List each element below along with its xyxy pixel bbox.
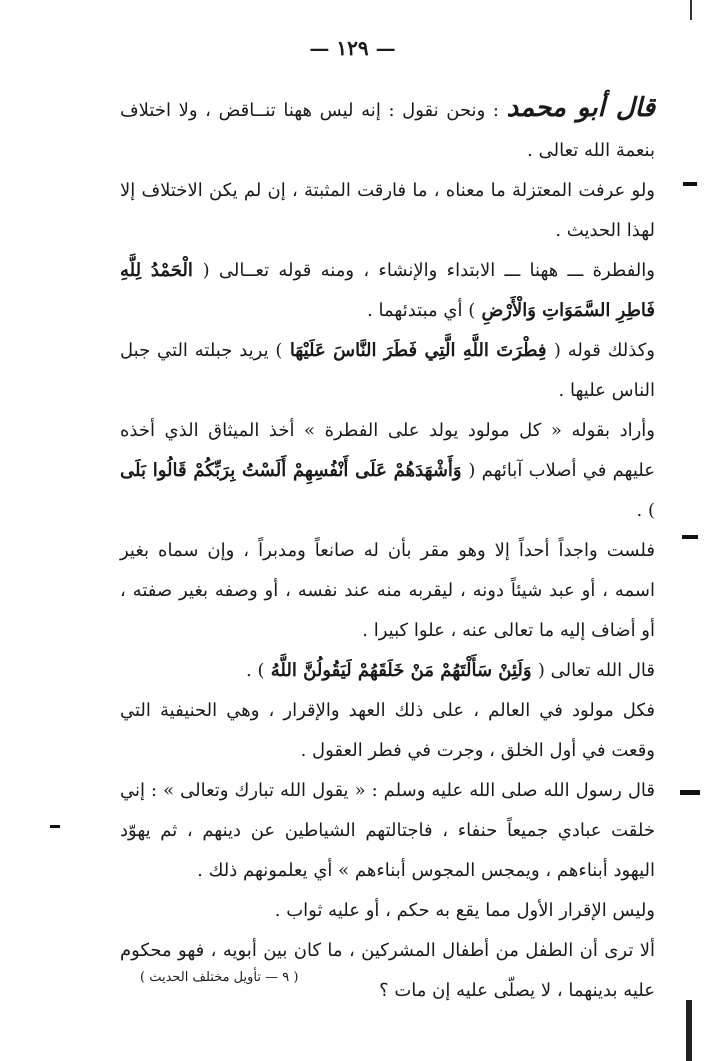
- paragraph-5: [120, 411, 655, 531]
- page-edge: [690, 0, 692, 20]
- paragraph-6: فلست واجداً أحداً إلا وهو مقر بأن له صانعاً ومدبراً ، وإن سماه بغير اسمه ، أو عبد شيئاً دونه ، ليقربه منه عند نفسه ، أو وصفه بغير صفته ، أو أضاف إليه ما تعالى عنه ، علوا كبيرا .: [120, 540, 655, 641]
- paragraph-3-text-before: والفطرة ـــ ههنا ـــ الابتداء والإنشاء ، ومنه قوله تعــالى (: [202, 260, 655, 281]
- speaker-heading: قال أبو محمد: [506, 93, 656, 123]
- quran-verse-1: الْحَمْدُ لِلَّهِ فَاطِرِ السَّمَوَاتِ وَالْأَرْضِ: [120, 260, 655, 321]
- paragraph-7-text-before: قال الله تعالى (: [537, 660, 655, 681]
- paragraph-4-text-before: وكذلك قوله (: [553, 340, 656, 361]
- paragraph-7-text-after: ) .: [246, 660, 265, 681]
- paragraph-1: [120, 88, 655, 171]
- footer-signature: ( ٩ — تأويل مختلف الحديث ): [140, 970, 299, 985]
- page-body: [120, 88, 655, 1011]
- quran-verse-4: وَلَئِنْ سَأَلْتَهُمْ مَنْ خَلَقَهُمْ لَيَقُولُنَّ اللَّهُ: [264, 660, 538, 681]
- paragraph-9: قال رسول الله صلى الله عليه وسلم : « يقول الله تبارك وتعالى » : إني خلقت عبادي جميعاً حنفاء ، فاجتالتهم الشياطين عن دينهم ، ثم يهوّد اليهود أبناءهم ، ويمجس المجوس أبناءهم » أي يعلمونهم ذلك .: [120, 780, 655, 881]
- scan-mark: [50, 825, 60, 828]
- scan-mark: [680, 790, 700, 795]
- page-edge: [686, 1000, 692, 1061]
- paragraph-1-text: : ونحن نقول : إنه ليس ههنا تنــاقض ، ولا اختلاف بنعمة الله تعالى .: [120, 100, 655, 161]
- paragraph-5-text-before: وأراد بقوله « كل مولود يولد على الفطرة » أخذ الميثاق الذي أخذه عليهم في أصلاب آبائهم (: [120, 420, 655, 481]
- paragraph-3-text-after: ) أي مبتدئهما .: [367, 300, 476, 321]
- page-number: — ١٢٩ —: [309, 36, 396, 60]
- paragraph-5-text-after: ) .: [636, 500, 655, 521]
- scan-mark: [683, 182, 697, 186]
- paragraph-4: [120, 331, 655, 411]
- paragraph-11: ألا ترى أن الطفل من أطفال المشركين ، ما كان بين أبويه ، فهو محكوم عليه بدينهما ، لا يصلّى عليه إن مات ؟: [120, 940, 655, 1001]
- paragraph-3: [120, 251, 655, 331]
- quran-verse-3: وَأَشْهَدَهُمْ عَلَى أَنْفُسِهِمْ أَلَسْتُ بِرَبِّكُمْ قَالُوا بَلَى: [120, 460, 469, 481]
- paragraph-4-text-after: ) يريد جبلته التي جبل الناس عليها .: [120, 340, 655, 401]
- paragraph-2: ولو عرفت المعتزلة ما معناه ، ما فارقت المثبتة ، إن لم يكن الاختلاف إلا لهذا الحديث .: [120, 180, 655, 241]
- paragraph-10: وليس الإقرار الأول مما يقع به حكم ، أو عليه ثواب .: [274, 900, 655, 921]
- paragraph-7: [120, 651, 655, 691]
- paragraph-8: فكل مولود في العالم ، على ذلك العهد والإقرار ، وهي الحنيفية التي وقعت في أول الخلق ، وجرت في فطر العقول .: [120, 700, 655, 761]
- scan-mark: [682, 535, 698, 539]
- quran-verse-2: فِطْرَتَ اللَّهِ الَّتِي فَطَرَ النَّاسَ عَلَيْهَا: [282, 340, 554, 361]
